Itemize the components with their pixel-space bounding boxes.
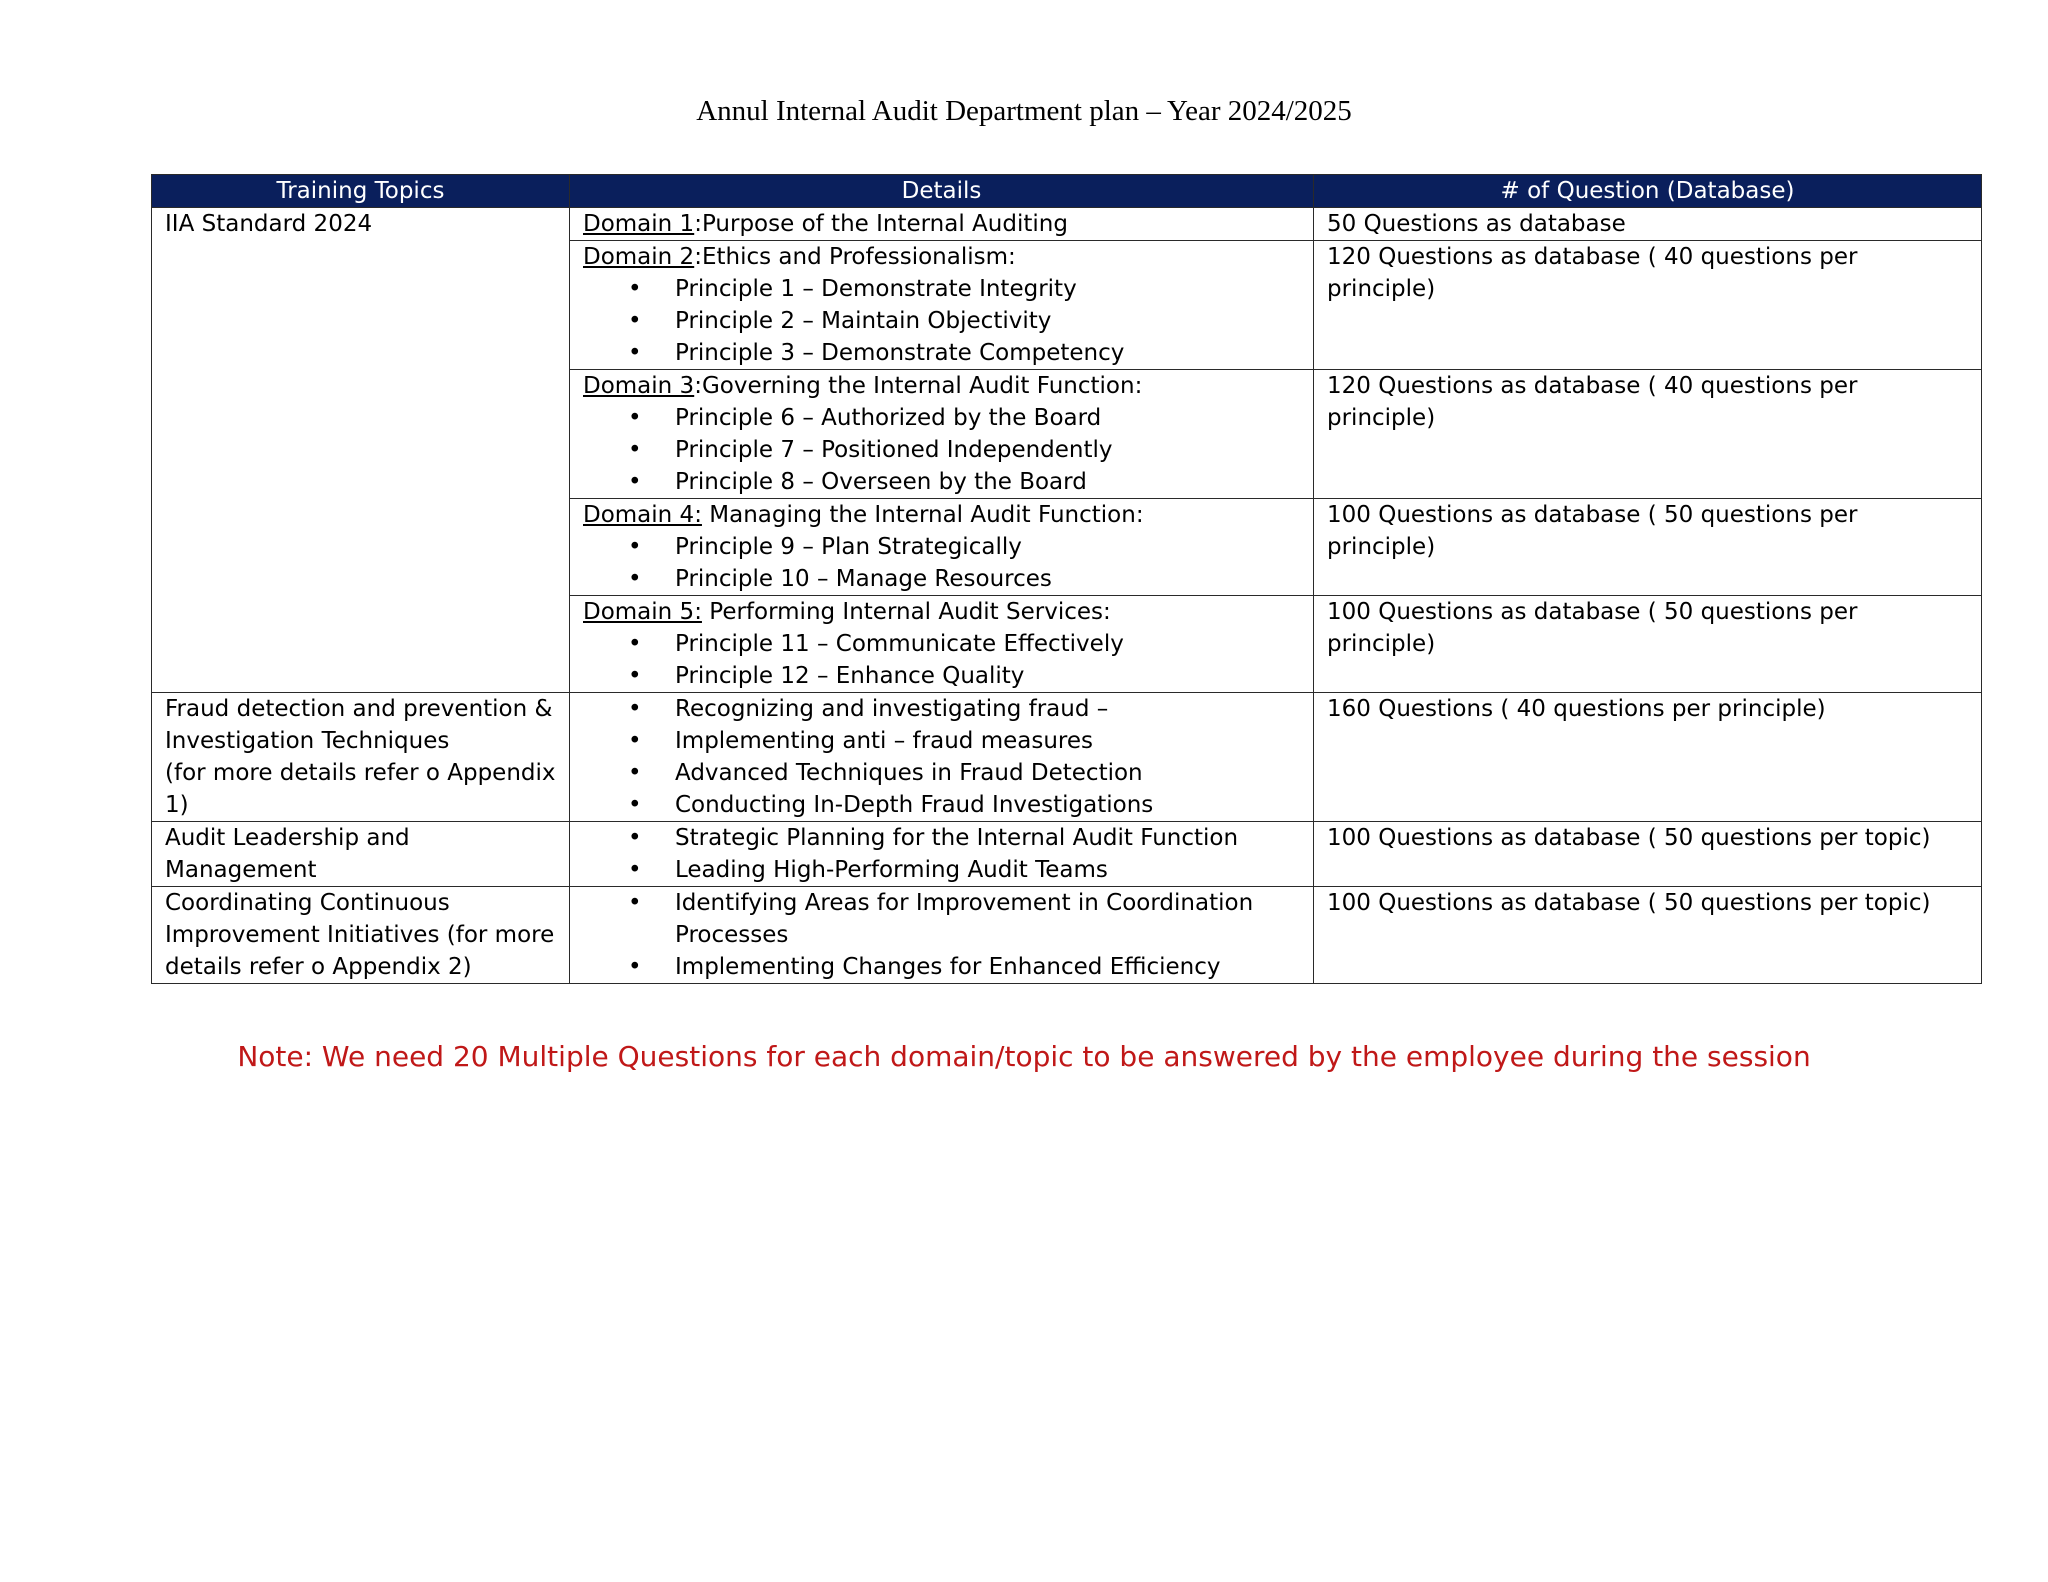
details-cell — [570, 887, 1314, 984]
topic-line: Improvement Initiatives (for more — [165, 922, 555, 948]
domain-title: Managing the Internal Audit Function: — [709, 502, 1144, 528]
table-row — [152, 693, 1982, 822]
domain-heading — [583, 499, 1300, 531]
bullet-item: • Recognizing and investigating fraud – — [675, 693, 1300, 725]
header-details: Details — [570, 175, 1314, 208]
details-cell — [570, 208, 1314, 241]
question-count-cell — [1314, 596, 1982, 693]
bullet-list — [583, 402, 1300, 498]
domain-title: Purpose of the Internal Auditing — [701, 211, 1068, 237]
bullet-item: • Implementing Changes for Enhanced Efficiency — [675, 951, 1300, 983]
table-header-row — [152, 175, 1982, 208]
topic-cell — [152, 887, 570, 984]
bullet-item: • Principle 2 – Maintain Objectivity — [675, 305, 1300, 337]
domain-title: Performing Internal Audit Services: — [709, 599, 1111, 625]
question-count-cell — [1314, 241, 1982, 370]
domain-heading — [583, 596, 1300, 628]
question-count: 120 Questions as database ( 40 questions per principle) — [1327, 244, 1858, 302]
header-training-topics: Training Topics — [152, 175, 570, 208]
topic-line: details refer o Appendix 2) — [165, 954, 472, 980]
domain-separator: : — [694, 211, 702, 237]
bullet-item: • Conducting In-Depth Fraud Investigations — [675, 789, 1300, 821]
bullet-item: • Principle 10 – Manage Resources — [675, 563, 1300, 595]
bullet-item: • Principle 7 – Positioned Independently — [675, 434, 1300, 466]
bullet-item: • Principle 8 – Overseen by the Board — [675, 466, 1300, 498]
question-count: 120 Questions as database ( 40 questions per principle) — [1327, 373, 1858, 431]
bullet-item: • Principle 1 – Demonstrate Integrity — [675, 273, 1300, 305]
header-question-count: # of Question (Database) — [1314, 175, 1982, 208]
topic-line: Coordinating Continuous — [165, 890, 450, 916]
bullet-list — [583, 531, 1300, 595]
note: Note: We need 20 Multiple Questions for each domain/topic to be answered by the employee during the session — [237, 1040, 1811, 1073]
bullet-item: • Principle 3 – Demonstrate Competency — [675, 337, 1300, 369]
details-cell — [570, 241, 1314, 370]
domain-label: Domain 5: — [583, 599, 702, 625]
domain-heading — [583, 241, 1300, 273]
topic-line: Investigation Techniques — [165, 728, 450, 754]
domain-label: Domain 3 — [583, 373, 695, 399]
question-count-cell — [1314, 887, 1982, 984]
domain-separator: : — [694, 373, 702, 399]
question-count: 100 Questions as database ( 50 questions per principle) — [1327, 599, 1858, 657]
question-count: 50 Questions as database — [1327, 211, 1626, 237]
topic-line: Fraud detection and prevention & — [165, 696, 553, 722]
page-title: Annul Internal Audit Department plan – Year 2024/2025 — [696, 95, 1352, 127]
topic-cell — [152, 693, 570, 822]
table-row — [152, 208, 1982, 241]
training-plan-table — [151, 174, 1982, 984]
domain-label: Domain 2 — [583, 244, 695, 270]
bullet-item: • Principle 6 – Authorized by the Board — [675, 402, 1300, 434]
question-count: 100 Questions as database ( 50 questions per topic) — [1327, 890, 1931, 916]
bullet-item: • Principle 9 – Plan Strategically — [675, 531, 1300, 563]
bullet-list — [583, 628, 1300, 692]
topic-cell — [152, 822, 570, 887]
bullet-item: • Identifying Areas for Improvement in Coordination Processes — [675, 887, 1300, 951]
question-count-cell — [1314, 822, 1982, 887]
topic-label: IIA Standard 2024 — [165, 211, 373, 237]
domain-heading — [583, 208, 1300, 240]
question-count-cell — [1314, 370, 1982, 499]
details-cell — [570, 596, 1314, 693]
domain-title: Ethics and Professionalism: — [701, 244, 1016, 270]
domain-title: Governing the Internal Audit Function: — [701, 373, 1143, 399]
details-cell — [570, 693, 1314, 822]
question-count-cell — [1314, 499, 1982, 596]
table-row — [152, 887, 1982, 984]
bullet-list — [583, 887, 1300, 983]
domain-heading — [583, 370, 1300, 402]
bullet-item: • Strategic Planning for the Internal Audit Function — [675, 822, 1300, 854]
details-cell — [570, 370, 1314, 499]
question-count-cell — [1314, 208, 1982, 241]
bullet-list — [583, 822, 1300, 886]
bullet-item: • Principle 11 – Communicate Effectively — [675, 628, 1300, 660]
bullet-list — [583, 693, 1300, 821]
question-count-cell — [1314, 693, 1982, 822]
domain-separator: : — [694, 244, 702, 270]
table-row — [152, 822, 1982, 887]
topic-line: Audit Leadership and Management — [165, 825, 410, 883]
topic-cell — [152, 208, 570, 693]
bullet-item: • Principle 12 – Enhance Quality — [675, 660, 1300, 692]
details-cell — [570, 822, 1314, 887]
domain-label: Domain 1 — [583, 211, 695, 237]
bullet-item: • Implementing anti – fraud measures — [675, 725, 1300, 757]
bullet-item: • Advanced Techniques in Fraud Detection — [675, 757, 1300, 789]
question-count: 100 Questions as database ( 50 questions per topic) — [1327, 825, 1931, 851]
bullet-item: • Leading High-Performing Audit Teams — [675, 854, 1300, 886]
details-cell — [570, 499, 1314, 596]
question-count: 100 Questions as database ( 50 questions per principle) — [1327, 502, 1858, 560]
domain-label: Domain 4: — [583, 502, 702, 528]
topic-line: (for more details refer o Appendix 1) — [165, 760, 556, 818]
bullet-list — [583, 273, 1300, 369]
question-count: 160 Questions ( 40 questions per principle) — [1327, 696, 1826, 722]
